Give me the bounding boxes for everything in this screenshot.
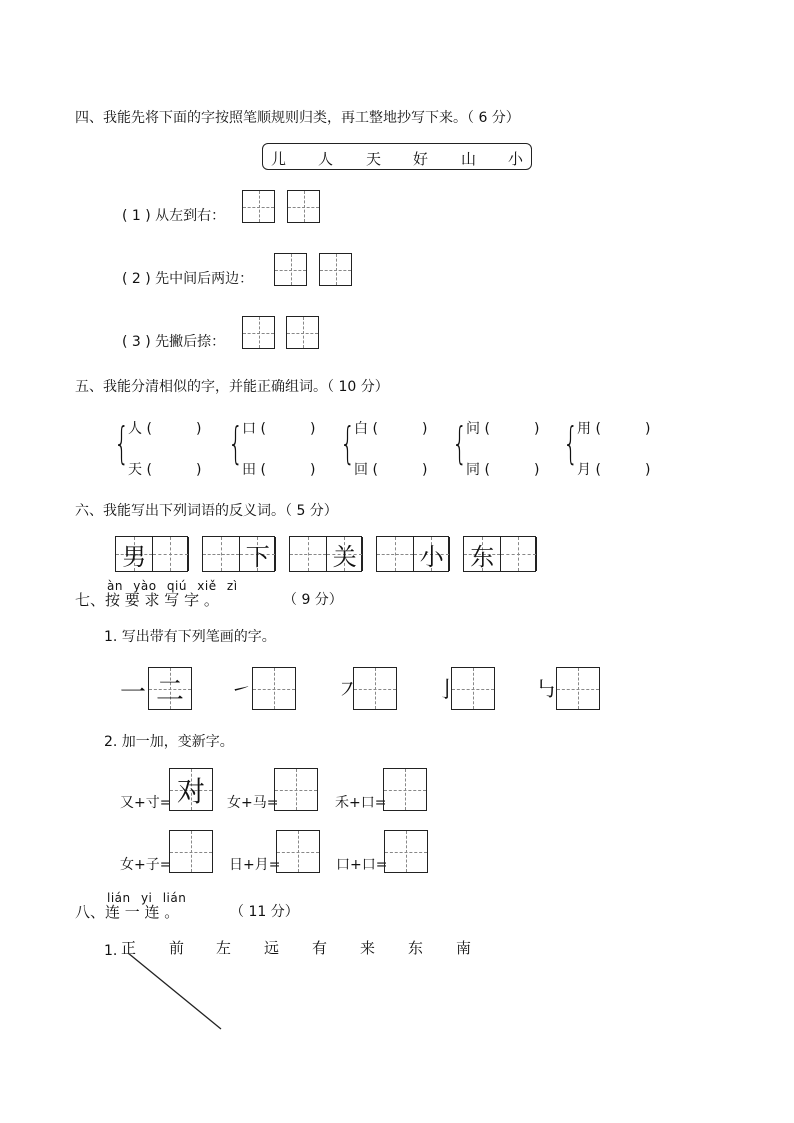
char-bank-item: 小 <box>508 150 524 168</box>
antonym-given-char: 下 <box>245 542 270 571</box>
pair-bottom-char: 月 ( <box>577 462 601 478</box>
pair-close-paren: ) <box>534 421 540 437</box>
pair-bottom-char: 田 ( <box>242 462 266 478</box>
stroke-glyph: ㇇ <box>336 678 359 703</box>
add-formula: 女+子= <box>120 857 172 873</box>
pair-close-paren: ) <box>310 462 316 478</box>
match-char[interactable]: 左 <box>216 939 232 957</box>
antonym-given-char: 关 <box>332 542 357 571</box>
char-bank-item: 人 <box>318 150 334 168</box>
pair-close-paren: ) <box>196 421 202 437</box>
pair-brace: { <box>340 418 356 469</box>
pair-close-paren: ) <box>422 462 428 478</box>
example-stroke: 一 <box>120 678 147 708</box>
pair-close-paren: ) <box>534 462 540 478</box>
pair-close-paren: ) <box>645 421 651 437</box>
writing-box-example <box>148 667 192 710</box>
pair-close-paren: ) <box>422 421 428 437</box>
add-formula: 口+口= <box>336 857 388 873</box>
sub-num: 1. <box>104 943 118 959</box>
section-7-score: （ 9 分） <box>283 592 343 608</box>
section-7-title: 七、按 要 求 写 字 。 <box>75 591 219 609</box>
antonym-given-char: 男 <box>122 542 147 571</box>
pair-brace: { <box>114 418 130 469</box>
q3-label: ( 3 ) 先撇后捺： <box>122 334 226 350</box>
match-char[interactable]: 南 <box>456 939 472 957</box>
pair-bottom-char: 回 ( <box>354 462 378 478</box>
sub1-label: 1. 写出带有下列笔画的字。 <box>104 629 276 645</box>
q1-label: ( 1 ) 从左到右： <box>122 208 226 224</box>
pair-top-char: 人 ( <box>128 421 152 437</box>
section-5-title: 五、我能分清相似的字，并能正确组词。（ 10 分） <box>75 379 389 395</box>
antonym-given-char: 东 <box>470 542 495 571</box>
section-6-title: 六、我能写出下列词语的反义词。（ 5 分） <box>75 503 338 519</box>
match-char[interactable]: 有 <box>312 939 328 957</box>
add-formula: 又+寸= <box>120 795 172 811</box>
char-bank-item: 好 <box>413 150 429 168</box>
add-formula: 日+月= <box>229 857 281 873</box>
writing-box-example <box>169 768 213 811</box>
sub2-label: 2. 加一加，变新字。 <box>104 734 234 750</box>
pair-top-char: 问 ( <box>466 421 490 437</box>
char-bank-item: 天 <box>366 150 382 168</box>
pair-top-char: 用 ( <box>577 421 601 437</box>
char-bank-item: 儿 <box>271 150 287 168</box>
example-answer: 对 <box>176 774 205 808</box>
add-formula: 女+马= <box>227 795 279 811</box>
pair-bottom-char: 天 ( <box>128 462 152 478</box>
antonym-given-char: 小 <box>419 542 444 571</box>
add-formula: 禾+口= <box>335 795 387 811</box>
match-char[interactable]: 正 <box>121 939 137 957</box>
pair-bottom-char: 同 ( <box>466 462 490 478</box>
stroke-glyph: 亅 <box>436 678 459 703</box>
connect-line <box>128 953 221 1029</box>
pair-top-char: 口 ( <box>242 421 266 437</box>
section-8-title: 八、连 一 连 。 <box>75 903 180 921</box>
section-8-pinyin: lián yi lián <box>107 891 187 905</box>
pair-top-char: 白 ( <box>354 421 378 437</box>
section-4-title: 四、我能先将下面的字按照笔顺规则归类，再工整地抄写下来。（ 6 分） <box>75 110 520 126</box>
section-7-pinyin: àn yào qiú xiě zì <box>107 579 238 593</box>
match-char[interactable]: 远 <box>264 939 280 957</box>
pair-brace: { <box>452 418 468 469</box>
pair-brace: { <box>563 418 579 469</box>
match-char[interactable]: 来 <box>360 939 376 957</box>
example-char: 二 <box>155 673 184 707</box>
pair-close-paren: ) <box>196 462 202 478</box>
pair-close-paren: ) <box>645 462 651 478</box>
pair-close-paren: ) <box>310 421 316 437</box>
match-char[interactable]: 东 <box>408 939 424 957</box>
pair-brace: { <box>228 418 244 469</box>
stroke-glyph: ㇀ <box>230 678 253 703</box>
q2-label: ( 2 ) 先中间后两边： <box>122 271 254 287</box>
match-char[interactable]: 前 <box>169 939 185 957</box>
section-8-score: （ 11 分） <box>230 904 299 920</box>
char-bank-item: 山 <box>461 150 477 168</box>
stroke-glyph: ㇉ <box>535 678 558 703</box>
